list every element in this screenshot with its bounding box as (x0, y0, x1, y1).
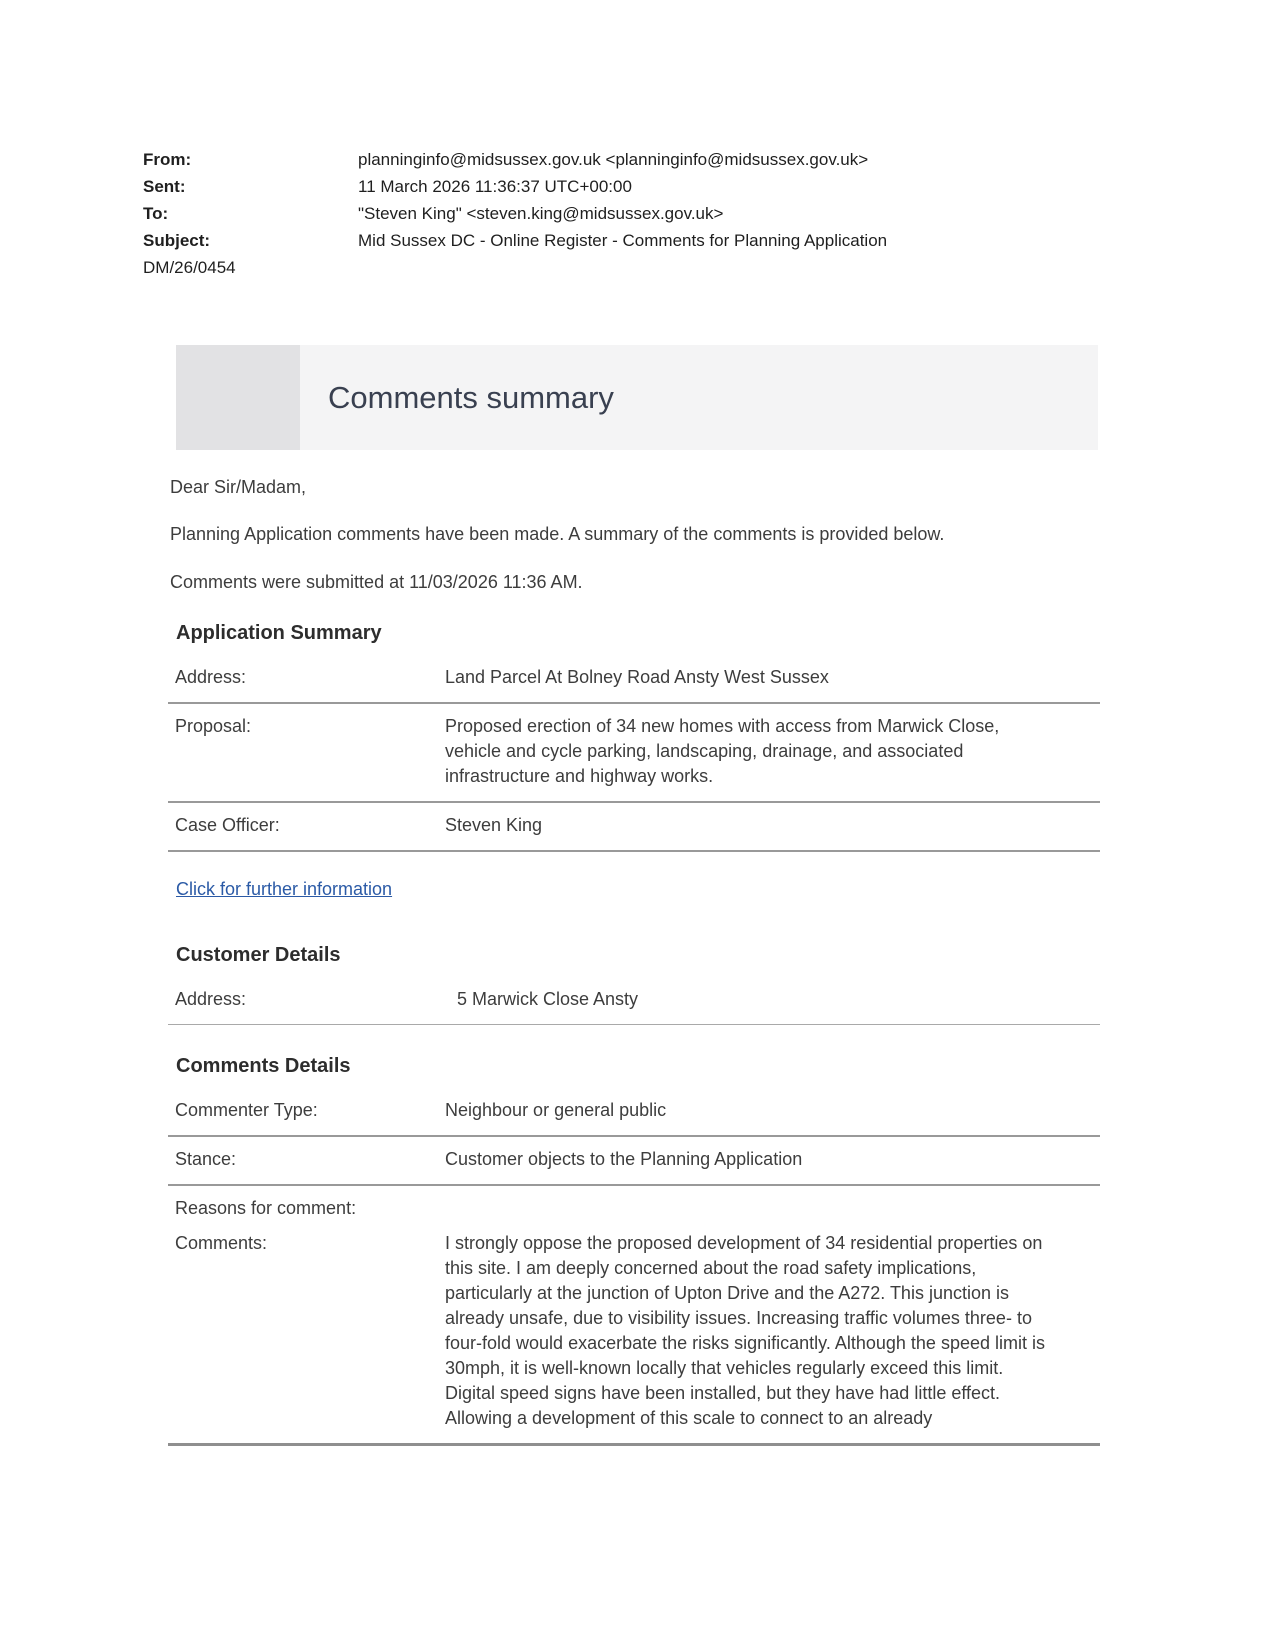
table-row-case-officer (168, 803, 1100, 852)
sent-label: Sent: (143, 177, 186, 196)
table-row-address (168, 655, 1100, 704)
table-row-proposal (168, 704, 1100, 803)
reasons-label: Reasons for comment: (175, 1198, 357, 1218)
stance-value: Customer objects to the Planning Application (445, 1149, 803, 1169)
further-information-link[interactable]: Click for further information (176, 879, 393, 899)
further-link-wrap (176, 876, 1275, 903)
table-row-reasons (168, 1186, 1100, 1221)
commenter-type-label: Commenter Type: (175, 1100, 318, 1120)
banner-title-wrap (300, 345, 614, 450)
table-row-customer-address (168, 977, 1100, 1025)
email-header-row-to (143, 200, 1275, 227)
subject-value: Mid Sussex DC - Online Register - Comments for Planning Application (358, 231, 888, 250)
to-value: "Steven King" <steven.king@midsussex.gov.uk> (358, 204, 724, 223)
case-officer-label: Case Officer: (175, 815, 280, 835)
email-header (143, 0, 1275, 281)
email-header-row-sent (143, 173, 1275, 200)
comments-text: I strongly oppose the proposed development of 34 residential properties on this site. I am deeply concerned about the road safety implications, particularly at the junction of Upton Drive and the A272. This junction is already unsafe, due to visibility issues. Increasing traffic volumes three- to four-fold would exacerbate the risks significantly. Although the speed limit is 30mph, it is well-known locally that vehicles regularly exceed this limit. Digital speed signs have been installed, but they have had little effect. Allowing a development of this scale to connect to an already (445, 1233, 1045, 1428)
proposal-label: Proposal: (175, 716, 252, 736)
comments-summary-banner (176, 345, 1098, 450)
comments-details-table (168, 1088, 1100, 1446)
email-header-row-from (143, 146, 1275, 173)
customer-address-label: Address: (175, 989, 247, 1009)
case-officer-value: Steven King (445, 815, 543, 835)
email-header-row-subject (143, 227, 1275, 254)
address-label: Address: (175, 667, 247, 687)
sent-value: 11 March 2026 11:36:37 UTC+00:00 (358, 177, 632, 196)
comments-label: Comments: (175, 1233, 268, 1253)
salutation: Dear Sir/Madam, (170, 477, 307, 497)
intro-paragraph: Planning Application comments have been made. A summary of the comments is provided below. (170, 524, 945, 544)
customer-address-value: 5 Marwick Close Ansty (457, 989, 639, 1009)
commenter-type-value: Neighbour or general public (445, 1100, 667, 1120)
from-label: From: (143, 150, 192, 169)
table-row-commenter-type (168, 1088, 1100, 1137)
page-title: Comments summary (328, 379, 614, 415)
table-row-stance (168, 1137, 1100, 1186)
banner-logo-block (176, 345, 300, 450)
reasons-value (445, 1196, 1045, 1221)
table-row-comments (168, 1221, 1100, 1446)
subject-continuation: DM/26/0454 (143, 258, 236, 277)
application-summary-table (168, 655, 1100, 852)
submission-timestamp: Comments were submitted at 11/03/2026 11:36 AM. (170, 572, 583, 592)
customer-details-heading: Customer Details (176, 944, 341, 966)
stance-label: Stance: (175, 1149, 237, 1169)
address-value: Land Parcel At Bolney Road Ansty West Sussex (445, 667, 829, 687)
subject-label: Subject: (143, 231, 211, 250)
from-value: planninginfo@midsussex.gov.uk <planninginfo@midsussex.gov.uk> (358, 150, 869, 169)
customer-details-table (168, 977, 1100, 1025)
comments-details-heading: Comments Details (176, 1055, 351, 1077)
proposal-value: Proposed erection of 34 new homes with access from Marwick Close, vehicle and cycle parking, landscaping, drainage, and associated infrastructure and highway works. (445, 716, 1000, 786)
to-label: To: (143, 204, 169, 223)
application-summary-heading: Application Summary (176, 622, 382, 644)
